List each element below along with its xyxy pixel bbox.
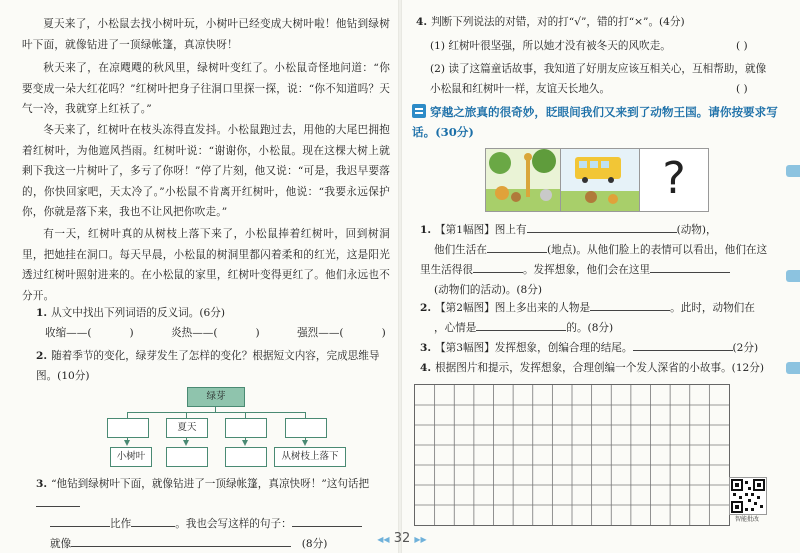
section-3-title: 穿越之旅真的很奇妙，眨眼间我们又来到了动物王国。请你按要求写话。(30分) bbox=[412, 105, 778, 139]
picture-1-animals bbox=[485, 148, 561, 212]
mindmap-node-4[interactable] bbox=[285, 418, 327, 438]
question-1-number: 1. bbox=[36, 307, 48, 319]
story-paragraph-1: 夏天来了，小松鼠去找小树叶玩，小树叶已经变成大树叶啦！他钻到绿树叶下面，就像钻进了一顶绿帐篷，真凉快呀！ bbox=[22, 18, 390, 51]
story-paragraph-4: 有一天，红树叶真的从树枝上落下来了，小松鼠捧着红树叶，回到树洞里，把她挂在洞口。每天早晨，小松鼠的树洞里都闪着柔和的红光，这是阳光透过红树叶照射进来的。在小松鼠的家里，红树叶变得更红了。他们永远也不分开。 bbox=[22, 228, 390, 302]
answer-blank[interactable] bbox=[71, 546, 291, 547]
picture-2-bus bbox=[560, 148, 640, 212]
bus-illustration-icon bbox=[561, 149, 639, 211]
answer-blank[interactable] bbox=[590, 310, 670, 311]
next-page-icon[interactable]: ▶▶ bbox=[414, 535, 427, 544]
page-number: 32 bbox=[393, 531, 411, 546]
answer-blank[interactable] bbox=[476, 330, 566, 331]
story-paragraph-2: 秋天来了，在凉飕飕的秋风里，绿树叶变红了。小松鼠奇怪地问道：“你要变成一朵大红花吗？”红树叶把身子往洞口里探一探，说：“你不知道吗？天气一冷，我就穿上红袄了。” bbox=[22, 62, 390, 116]
picture-3-unknown bbox=[639, 148, 709, 212]
question-mark: ? bbox=[662, 153, 686, 204]
antonym-item-3: 强烈——( ) bbox=[297, 327, 386, 339]
arrow-down-icon bbox=[302, 440, 308, 446]
judge-item-2: (2) 读了这篇童话故事，我知道了好朋友应该互相关心，互相帮助，就像小松鼠和红树叶一样，友谊天长地久。 bbox=[430, 63, 767, 95]
section-list-icon bbox=[412, 104, 426, 118]
answer-blank[interactable] bbox=[292, 526, 362, 527]
question-2-text: 随着季节的变化，绿芽发生了怎样的变化？根据短文内容，完成思维导图。(10分) bbox=[36, 350, 380, 382]
question-3: 3. “他钻到绿树叶下面，就像钻进了一顶绿帐篷，真凉快呀！”这句话把 比作 。我也会写这样的句子： 就像 (8分) bbox=[36, 478, 370, 550]
mindmap-node-1[interactable] bbox=[107, 418, 149, 438]
arrow-down-icon bbox=[183, 440, 189, 446]
mindmap-connector bbox=[127, 412, 305, 413]
mindmap-leaf-fall: 从树枝上落下 bbox=[274, 447, 346, 467]
judge-answer-2[interactable]: ( ) bbox=[736, 83, 748, 95]
judge-answer-1[interactable]: ( ) bbox=[736, 40, 748, 52]
answer-blank[interactable] bbox=[36, 506, 80, 507]
writing-question-3: 3. 【第3幅图】发挥想象，创编合理的结尾。 (2分) bbox=[420, 342, 759, 354]
mindmap-leaf-small-leaf: 小树叶 bbox=[110, 447, 152, 467]
writing-grid[interactable] bbox=[414, 384, 730, 526]
question-1 bbox=[36, 303, 225, 323]
answer-blank[interactable] bbox=[473, 272, 523, 273]
question-4-number: 4. bbox=[416, 16, 428, 28]
prev-page-icon[interactable]: ◀◀ bbox=[377, 535, 390, 544]
answer-blank[interactable] bbox=[487, 252, 547, 253]
arrow-down-icon bbox=[124, 440, 130, 446]
answer-blank[interactable] bbox=[633, 350, 733, 351]
qr-code-icon[interactable] bbox=[729, 477, 767, 515]
animals-illustration-icon bbox=[486, 149, 560, 211]
side-tab[interactable] bbox=[786, 165, 800, 177]
question-2-number: 2. bbox=[36, 350, 48, 362]
writing-question-4: 4. 根据图片和提示，发挥想象，合理创编一个发人深省的小故事。(12分) bbox=[420, 362, 765, 374]
writing-question-1: 1. 【第1幅图】图上有 (动物)， 他们生活在 (地点)。从他们脸上的表情可以看出，他们在这里生活得很 。发挥想象，他们会在这里 (动物们的活动)。(8分) bbox=[420, 224, 768, 296]
mindmap-leaf-2[interactable] bbox=[166, 447, 208, 467]
mindmap-node-3[interactable] bbox=[225, 418, 267, 438]
question-3-number: 3. bbox=[36, 478, 48, 490]
answer-blank[interactable] bbox=[527, 232, 677, 233]
side-tab[interactable] bbox=[786, 362, 800, 374]
mindmap-root: 绿芽 bbox=[187, 387, 245, 407]
writing-question-2: 2. 【第2幅图】图上多出来的人物是 。此时，动物们在 ，心情是 的。(8分) bbox=[420, 302, 755, 334]
story-paragraph-3: 冬天来了，红树叶在枝头冻得直发抖。小松鼠跑过去，用他的大尾巴拥抱着红树叶，为他遮风挡雨。红树叶说：“谢谢你，小松鼠。现在这棵大树上就剩下我这一片树叶了，多亏了你呀！”停了片刻，他又说：“可是，我迟早要落的，你快回家吧，天太冷了。”小松鼠不肯离开红树叶，他说：“我要永远保护你，你就是落下来，我也不让风把你吹走。” bbox=[22, 124, 390, 219]
mindmap-leaf-3[interactable] bbox=[225, 447, 267, 467]
answer-blank[interactable] bbox=[50, 526, 110, 527]
antonym-item-2: 炎热——( ) bbox=[171, 327, 260, 339]
antonym-item-1: 收缩——( ) bbox=[45, 327, 134, 339]
page-footer bbox=[372, 531, 432, 546]
arrow-down-icon bbox=[242, 440, 248, 446]
question-2 bbox=[36, 346, 386, 386]
antonym-row bbox=[45, 325, 386, 340]
qr-caption: 智能批改 bbox=[734, 516, 759, 523]
answer-blank[interactable] bbox=[131, 526, 175, 527]
question-1-text: 从文中找出下列词语的反义词。(6分) bbox=[51, 307, 225, 319]
page-gutter bbox=[398, 0, 402, 553]
answer-blank[interactable] bbox=[650, 272, 730, 273]
side-tab[interactable] bbox=[786, 270, 800, 282]
question-4: 4. 判断下列说法的对错，对的打“√”，错的打“×”。(4分) bbox=[416, 16, 685, 28]
mindmap-node-summer: 夏天 bbox=[166, 418, 208, 438]
judge-item-1: (1) 红树叶很坚强，所以她才没有被冬天的风吹走。 bbox=[430, 40, 671, 52]
